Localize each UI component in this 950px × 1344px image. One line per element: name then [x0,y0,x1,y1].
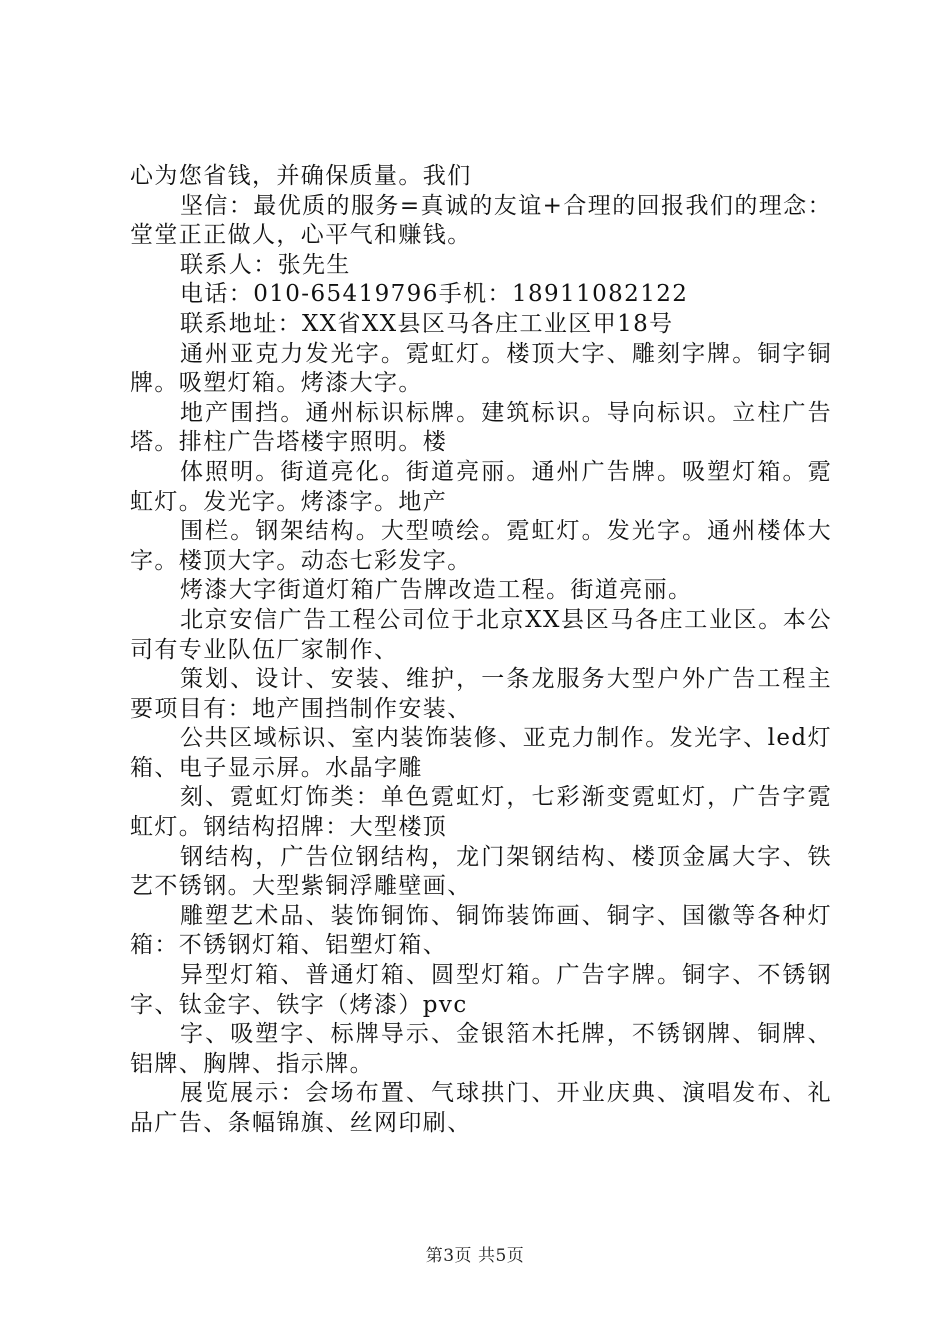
page-footer: 第3页 共5页 [425,1246,525,1266]
paragraph-2: 坚信：最优质的服务=真诚的友谊+合理的回报我们的理念：堂堂正正做人，心平气和赚钱。 [130,192,832,249]
paragraph-19: 展览展示：会场布置、气球拱门、开业庆典、演唱发布、礼品广告、条幅锦旗、丝网印刷、 [130,1080,832,1136]
paragraph-13: 公共区域标识、室内装饰装修、亚克力制作。发光字、led灯箱、电子显示屏。水晶字雕 [130,725,832,781]
paragraph-15: 钢结构，广告位钢结构，龙门架钢结构、楼顶金属大字、铁艺不锈钢。大型紫铜浮雕壁画、 [130,843,832,900]
paragraph-7: 地产围挡。通州标识标牌。建筑标识。导向标识。立柱广告塔。排柱广告塔楼宇照明。楼 [130,399,832,456]
paragraph-17: 异型灯箱、普通灯箱、圆型灯箱。广告字牌。铜字、不锈钢字、钛金字、铁字（烤漆）pvc [130,962,832,1018]
paragraph-10: 烤漆大字街道灯箱广告牌改造工程。街道亮丽。 [180,577,693,604]
paragraph-3: 联系人：张先生 [180,251,351,278]
paragraph-11: 北京安信广告工程公司位于北京XX县区马各庄工业区。本公司有专业队伍厂家制作、 [130,606,832,663]
paragraph-9: 围栏。钢架结构。大型喷绘。霓虹灯。发光字。通州楼体大字。楼顶大字。动态七彩发字。 [130,518,832,574]
paragraph-4: 电话：010-65419796手机：18911082122 [180,281,689,308]
paragraph-12: 策划、设计、安装、维护，一条龙服务大型户外广告工程主要项目有：地产围挡制作安装、 [130,666,832,722]
paragraph-5: 联系地址：XX省XX县区马各庄工业区甲18号 [180,310,674,337]
paragraph-1: 心为您省钱，并确保质量。我们 [130,163,472,189]
paragraph-16: 雕塑艺术品、装饰铜饰、铜饰装饰画、铜字、国徽等各种灯箱：不锈钢灯箱、铝塑灯箱、 [130,902,832,959]
paragraph-18: 字、吸塑字、标牌导示、金银箔木托牌，不锈钢牌、铜牌、铝牌、胸牌、指示牌。 [130,1021,832,1077]
document-body [130,162,832,1139]
paragraph-6: 通州亚克力发光字。霓虹灯。楼顶大字、雕刻字牌。铜字铜牌。吸塑灯箱。烤漆大字。 [130,340,832,397]
paragraph-14: 刻、霓虹灯饰类：单色霓虹灯，七彩渐变霓虹灯，广告字霓虹灯。钢结构招牌：大型楼顶 [130,784,832,841]
paragraph-8: 体照明。街道亮化。街道亮丽。通州广告牌。吸塑灯箱。霓虹灯。发光字。烤漆字。地产 [130,458,832,515]
